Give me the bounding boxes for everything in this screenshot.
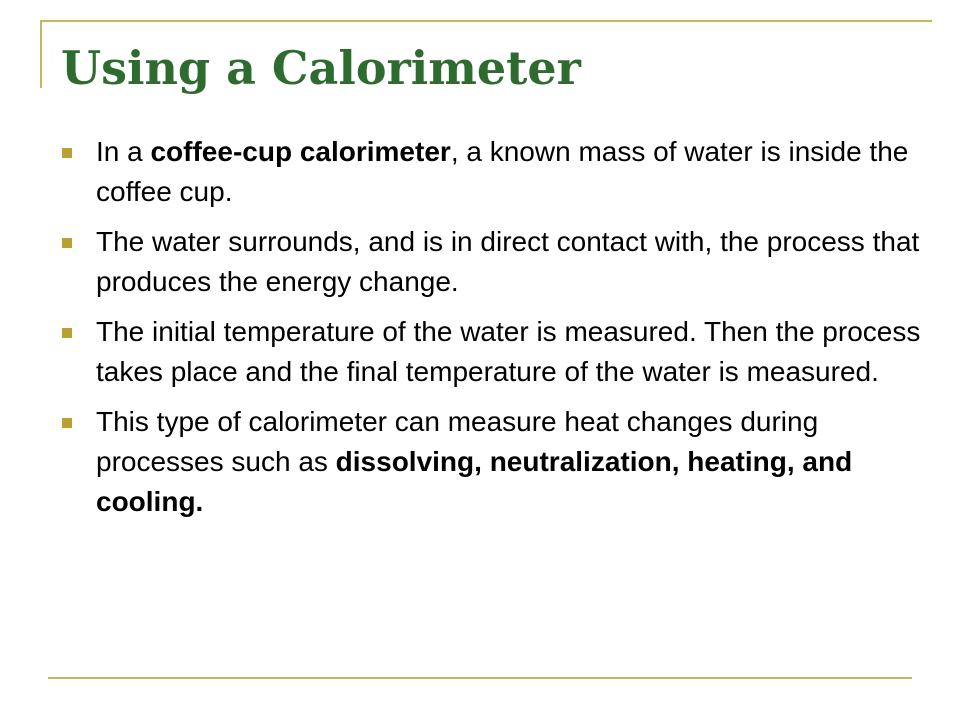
top-border-line [40,20,932,22]
left-border-line [40,20,42,88]
bullet-text [96,226,919,297]
slide-title: Using a Calorimeter [61,41,581,95]
square-bullet-icon [62,238,72,248]
bullet-item [60,402,940,522]
bullet-item [60,222,940,302]
bullet-segment: This type of calorimeter can measure heat changes during processes such as [96,406,819,477]
bullet-segment: In a [96,136,151,167]
bullet-segment: The water surrounds, and is in direct contact with, the process that produces the energy change. [96,226,920,297]
bottom-border-line [48,677,912,679]
bullet-text [96,136,908,207]
bullet-item [60,132,940,212]
square-bullet-icon [62,328,72,338]
bullet-text [96,316,920,387]
bullet-segment: , a known mass of water is inside the coffee cup. [96,136,909,207]
bullet-text [96,406,852,517]
square-bullet-icon [62,418,72,428]
bullet-segment-bold: dissolving, neutralization, heating, and cooling. [96,446,853,517]
bullet-segment-bold: coffee-cup calorimeter [150,136,451,167]
bullet-list [60,132,940,532]
bullet-segment: The initial temperature of the water is measured. Then the process takes place and the final temperature of the water is measured. [96,316,921,387]
bullet-item [60,312,940,392]
square-bullet-icon [62,148,72,158]
